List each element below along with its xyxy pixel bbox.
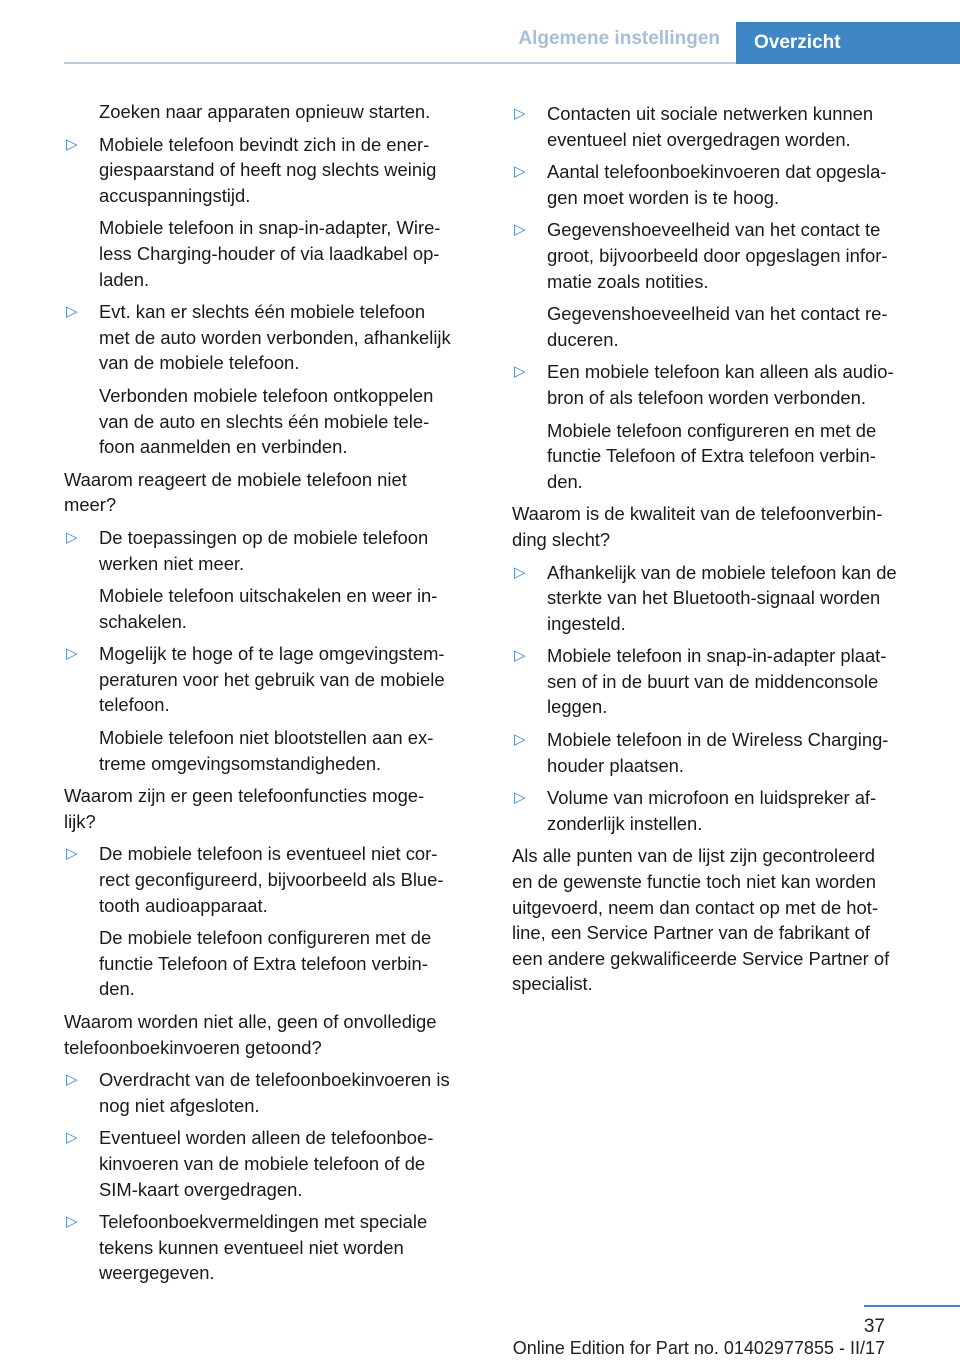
list-item-text: Zoeken naar apparaten opnieuw starten.	[99, 101, 431, 122]
list-item-text: Contacten uit sociale netwerken kunnen eventueel niet overgedragen worden.	[547, 103, 874, 150]
triangle-bullet-icon: ▷	[514, 163, 526, 181]
list-item-text: Evt. kan er slechts één mobiele telefoon met de auto worden verbonden, afhankelijk van de mobiele telefoon.	[99, 301, 451, 374]
solution-text: De mobiele telefoon configureren met de functie Telefoon of Extra telefoon verbin‐ den.	[99, 927, 432, 1000]
solution-text: Mobiele telefoon niet blootstellen aan ex‐ treme omgevingsomstandigheden.	[99, 727, 434, 774]
list-item-text: Mogelijk te hoge of te lage omgevingstem‐ peraturen voor het gebruik van de mobiele telefoon.	[99, 643, 445, 716]
solution-text: Gegevenshoeveelheid van het contact re‐ duceren.	[547, 303, 888, 350]
triangle-bullet-icon: ▷	[514, 221, 526, 239]
triangle-bullet-icon: ▷	[66, 528, 78, 546]
list-item-text: De toepassingen op de mobiele telefoon werken niet meer.	[99, 526, 429, 574]
list-item-text: Mobiele telefoon in de Wireless Charging- houder plaatsen.	[547, 729, 889, 776]
closing-paragraph: Als alle punten van de lijst zijn gecontroleerd en de gewenste functie toch niet kan worden uitgevoerd, neem dan contact op met de hot‐ line, een Service Partner van de fabrikant of een andere gekwalificeerde Service Partner of specialist.	[512, 845, 890, 995]
footer-rule	[864, 1305, 960, 1307]
list-item	[512, 560, 928, 637]
list-item	[64, 1209, 480, 1286]
list-item	[64, 841, 480, 918]
list-item-text: Eventueel worden alleen de telefoonboe‐ kinvoeren van de mobiele telefoon of de SIM-kaart overgedragen.	[99, 1127, 434, 1200]
list-item	[512, 159, 928, 210]
triangle-bullet-icon: ▷	[66, 1071, 78, 1089]
question-heading: Waarom reageert de mobiele telefoon niet meer?	[64, 468, 407, 516]
list-item	[512, 101, 928, 152]
page-number: 37	[863, 1316, 885, 1337]
section-title: Algemene instellingen	[518, 28, 720, 49]
triangle-bullet-icon: ▷	[514, 789, 526, 807]
triangle-bullet-icon: ▷	[514, 105, 526, 122]
triangle-bullet-icon: ▷	[514, 647, 526, 665]
list-item	[64, 299, 480, 376]
list-item	[512, 643, 928, 720]
solution-text: Mobiele telefoon uitschakelen en weer in‐ schakelen.	[99, 585, 438, 632]
list-item	[512, 785, 928, 836]
list-item-text: Telefoonboekvermeldingen met speciale tekens kunnen eventueel niet worden weergegeven.	[99, 1211, 428, 1284]
edition-text: Online Edition for Part no. 01402977855 - II/17	[512, 1338, 885, 1358]
list-item-text: Een mobiele telefoon kan alleen als audio‐ bron of als telefoon worden verbonden.	[547, 361, 894, 408]
list-item-text: Mobiele telefoon bevindt zich in de ener‐ giespaarstand of heeft nog slechts weinig accuspanningstijd.	[99, 133, 437, 206]
left-column	[64, 101, 480, 1293]
list-item-text: Afhankelijk van de mobiele telefoon kan de sterkte van het Bluetooth-signaal worden ingesteld.	[547, 561, 897, 634]
list-item	[64, 132, 480, 209]
list-item-text: De mobiele telefoon is eventueel niet cor‐ rect geconfigureerd, bijvoorbeeld als Blue‐ tooth audioapparaat.	[99, 843, 444, 916]
list-item	[512, 359, 928, 410]
tab-overzicht: Overzicht	[736, 22, 960, 64]
triangle-bullet-icon: ▷	[514, 731, 526, 749]
list-item	[64, 641, 480, 718]
list-item-text: Mobiele telefoon in snap-in-adapter plaat‐ sen of in de buurt van de middenconsole leggen.	[547, 645, 887, 718]
triangle-bullet-icon: ▷	[66, 845, 78, 863]
list-item	[512, 217, 928, 294]
list-item	[64, 525, 480, 576]
question-heading: Waarom worden niet alle, geen of onvolledige telefoonboekinvoeren getoond?	[64, 1011, 437, 1058]
triangle-bullet-icon: ▷	[66, 303, 78, 321]
triangle-bullet-icon: ▷	[66, 1129, 78, 1147]
list-item-text: Gegevenshoeveelheid van het contact te groot, bijvoorbeeld door opgeslagen infor‐ matie zoals notities.	[547, 219, 888, 292]
list-item-text: Overdracht van de telefoonboekinvoeren is nog niet afgesloten.	[99, 1069, 450, 1116]
list-item-text: Volume van microfoon en luidspreker af‐ zonderlijk instellen.	[547, 787, 877, 834]
list-item	[64, 1125, 480, 1202]
question-heading: Waarom is de kwaliteit van de telefoonverbin‐ ding slecht?	[512, 503, 883, 550]
triangle-bullet-icon: ▷	[66, 135, 78, 153]
solution-text: Mobiele telefoon in snap-in-adapter, Wire‐ less Charging-houder of via laadkabel op‐ laden.	[99, 217, 441, 290]
question-heading: Waarom zijn er geen telefoonfuncties moge‐ lijk?	[64, 785, 425, 832]
solution-text: Mobiele telefoon configureren en met de functie Telefoon of Extra telefoon verbin‐ den.	[547, 419, 877, 492]
list-item	[64, 1067, 480, 1118]
list-item-text: Aantal telefoonboekinvoeren dat opgesla‐ gen moet worden is te hoog.	[547, 161, 887, 208]
triangle-bullet-icon: ▷	[66, 645, 78, 663]
list-item	[512, 727, 928, 778]
triangle-bullet-icon: ▷	[514, 363, 526, 381]
triangle-bullet-icon: ▷	[66, 1213, 78, 1231]
right-column	[512, 101, 928, 1004]
solution-text: Verbonden mobiele telefoon ontkoppelen van de auto en slechts één mobiele tele‐ foon aanmelden en verbinden.	[99, 384, 434, 458]
triangle-bullet-icon: ▷	[514, 563, 526, 581]
